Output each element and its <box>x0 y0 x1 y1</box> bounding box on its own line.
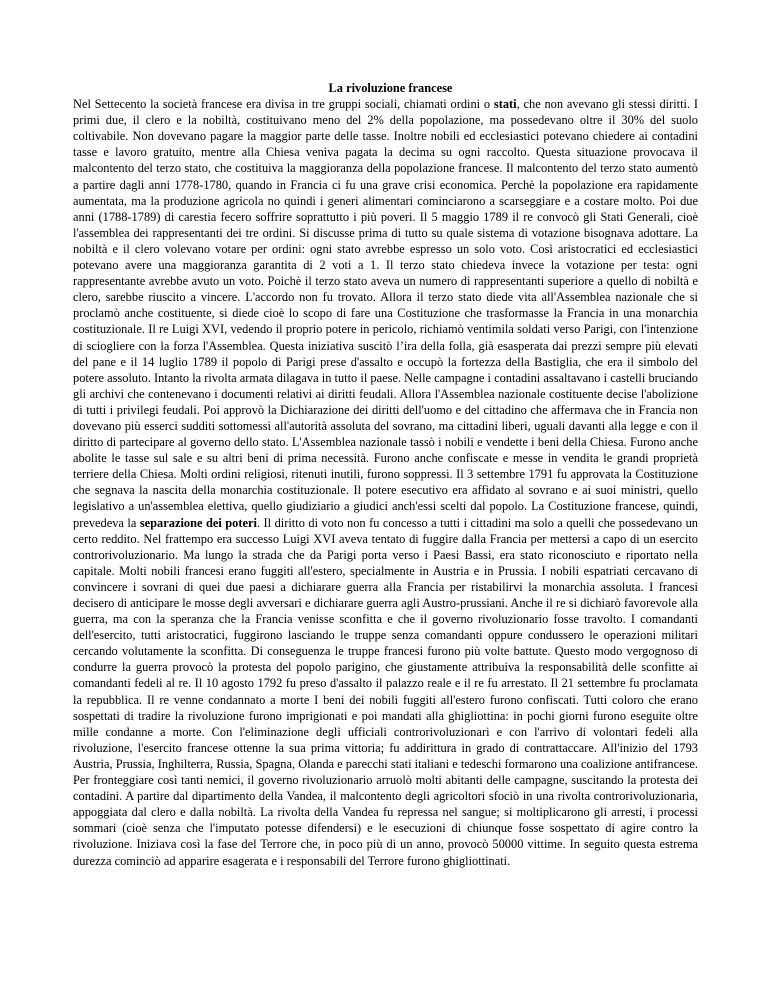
document-title: La rivoluzione francese <box>328 81 453 95</box>
body-text: . Il diritto di voto non fu concesso a tutti i cittadini ma solo a quelli che possedevano un certo reddito. Nel frattempo era successo Luigi XVI aveva tentato di fuggire dalla Francia per mettersi a capo di un esercito controrivoluzionario. Ma lungo la strada che da Parigi porta verso i Paesi Bassi, era stato riconosciuto e riportato nella capitale. Molti nobili francesi erano fuggiti all'estero, specialmente in Austria e in Prussia. I nobili espatriati cercavano di convincere i sovrani di quei due paesi a dichiarare guerra alla Francia per ristabilirvi la monarchia assoluta. I francesi decisero di anticipare le mosse degli avversari e dichiarare guerra agli Austro-prussiani. Anche il re si dichiarò favorevole alla guerra, ma con la speranza che la Francia venisse sconfitta e che il governo rivoluzionario fosse travolto. I comandanti dell'esercito, tutti aristocratici, fuggirono lasciando le truppe senza comandanti oppure condussero le operazioni militari cercando volutamente la sconfitta. Di conseguenza le truppe francesi furono più volte battute. Questo modo vergognoso di condurre la guerra provocò la protesta del popolo parigino, che giustamente attribuiva la responsabilità delle sconfitte ai comandanti fedeli al re. Il 10 agosto 1792 fu preso d'assalto il palazzo reale e il re fu arrestato. Il 21 settembre fu proclamata la repubblica. Il re venne condannato a morte I beni dei nobili fuggiti all'estero furono confiscati. Tutti coloro che erano sospettati di tradire la rivoluzione furono imprigionati e poi mandati alla ghigliottina: in pochi giorni furono eseguite oltre mille condanne a morte. Con l'eliminazione degli ufficiali controrivoluzionari e con l'arrivo di volontari fedeli alla rivoluzione, l'esercito francese ottenne la sua prima vittoria; fu addirittura in grado di contrattaccare. All'inizio del 1793 Austria, Prussia, Inghilterra, Russia, Spagna, Olanda e parecchi stati italiani e tedeschi formarono una coalizione antifrancese. Per fronteggiare così tanti nemici, il governo rivoluzionario arruolò molti abitanti delle campagne, suscitando la protesta dei contadini. A partire dal dipartimento della Vandea, il malcontento degli agricoltori sfociò in una rivolta controrivoluzionaria, appoggiata dal clero e dalla nobiltà. La rivolta della Vandea fu repressa nel sangue; si moltiplicarono gli arresti, i processi sommari (cioè senza che l'imputato potesse difendersi) e le esecuzioni di chiunque fosse sospettato di agire contro la rivoluzione. Iniziava così la fase del Terrore che, in poco più di un anno, provocò 50000 vittime. In seguito questa estrema durezza cominciò ad apparire esagerata e i responsabili del Terrore furono ghigliottinati. <box>73 515 698 868</box>
body-text: Nel Settecento la società francese era divisa in tre gruppi sociali, chiamati ordini o <box>73 97 494 112</box>
bold-term-separazione-dei-poteri: separazione dei poteri <box>139 515 257 530</box>
body-text: , che non avevano gli stessi diritti. I primi due, il clero e la nobiltà, costituivano meno del 2% della popolazione, ma possedevano oltre il 30% del suolo coltivabile. Non dovevano pagare la maggior parte delle tasse. Inoltre nobili ed ecclesiastici potevano chiedere ai contadini tasse e lavoro gratuito, mentre alla Chiesa veniva pagata la decima su ogni raccolto. Questa situazione provocava il malcontento del terzo stato, che costituiva la maggioranza della popolazione francese. Il malcontento del terzo stato aumentò a partire dagli anni 1778-1780, quando in Francia ci fu una grave crisi economica. Perchè la popolazione era rapidamente aumentata, ma la produzione agricola no quindi i generi alimentari cominciarono a scarseggiare e a costare molto. Poi due anni (1788-1789) di carestia fecero soffrire soprattutto i più poveri. Il 5 maggio 1789 il re convocò gli Stati Generali, cioè l'assemblea dei rappresentanti dei tre ordini. Si discusse prima di tutto su quale sistema di votazione bisognava adottare. La nobiltà e il clero volevano votare per ordini: ogni stato avrebbe espresso un solo voto. Così aristocratici ed ecclesiastici potevano avere una maggioranza garantita di 2 voti a 1. Il terzo stato chiedeva invece la votazione per testa: ogni rappresentante avrebbe avuto un voto. Poichè il terzo stato aveva un numero di rappresentanti superiore a quello di nobiltà e clero, sarebbe riuscito a vincere. L'accordo non fu trovato. Allora il terzo stato diede vita all'Assemblea nazionale che si proclamò anche costituente, si diede cioè lo scopo di fare una Costituzione che trasformasse la Francia in una monarchia costituzionale. Il re Luigi XVI, vedendo il proprio potere in pericolo, richiamò ventimila soldati verso Parigi, con l'intenzione di sciogliere con la forza l'Assemblea. Questa iniziativa suscitò l’ira della folla, già esasperata dai prezzi sempre più elevati del pane e il 14 luglio 1789 il popolo di Parigi prese d'assalto e occupò la fortezza della Bastiglia, che era il simbolo del potere assoluto. Intanto la rivolta armata dilagava in tutto il paese. Nelle campagne i contadini assaltavano i castelli bruciando gli archivi che contenevano i documenti relativi ai diritti feudali. Allora l'Assemblea nazionale costituente decise l'abolizione di tutti i privilegi feudali. Poi approvò la Dichiarazione dei diritti dell'uomo e del cittadino che affermava che in Francia non dovevano più esserci sudditi sottomessi all'autorità assoluta del sovrano, ma cittadini liberi, uguali davanti alla legge e con il diritto di partecipare al governo dello stato. L'Assemblea nazionale tassò i nobili e vendette i beni della Chiesa. Furono anche abolite le tasse sul sale e su altri beni di prima necessità. Furono anche confiscate e messe in vendita le grandi proprietà terriere della Chiesa. Molti ordini religiosi, ritenuti inutili, furono soppressi. Il 3 settembre 1791 fu approvata la Costituzione che segnava la nascita della monarchia costituzionale. Il potere esecutivo era affidato al sovrano e ai suoi ministri, quello legislativo a un'assemblea elettiva, quello giudiziario a giudici anch'essi scelti dal popolo. La Costituzione francese, quindi, prevedeva la <box>73 97 699 530</box>
document-body <box>73 96 698 869</box>
document-page <box>73 80 698 869</box>
bold-term-stati: stati <box>493 97 517 112</box>
